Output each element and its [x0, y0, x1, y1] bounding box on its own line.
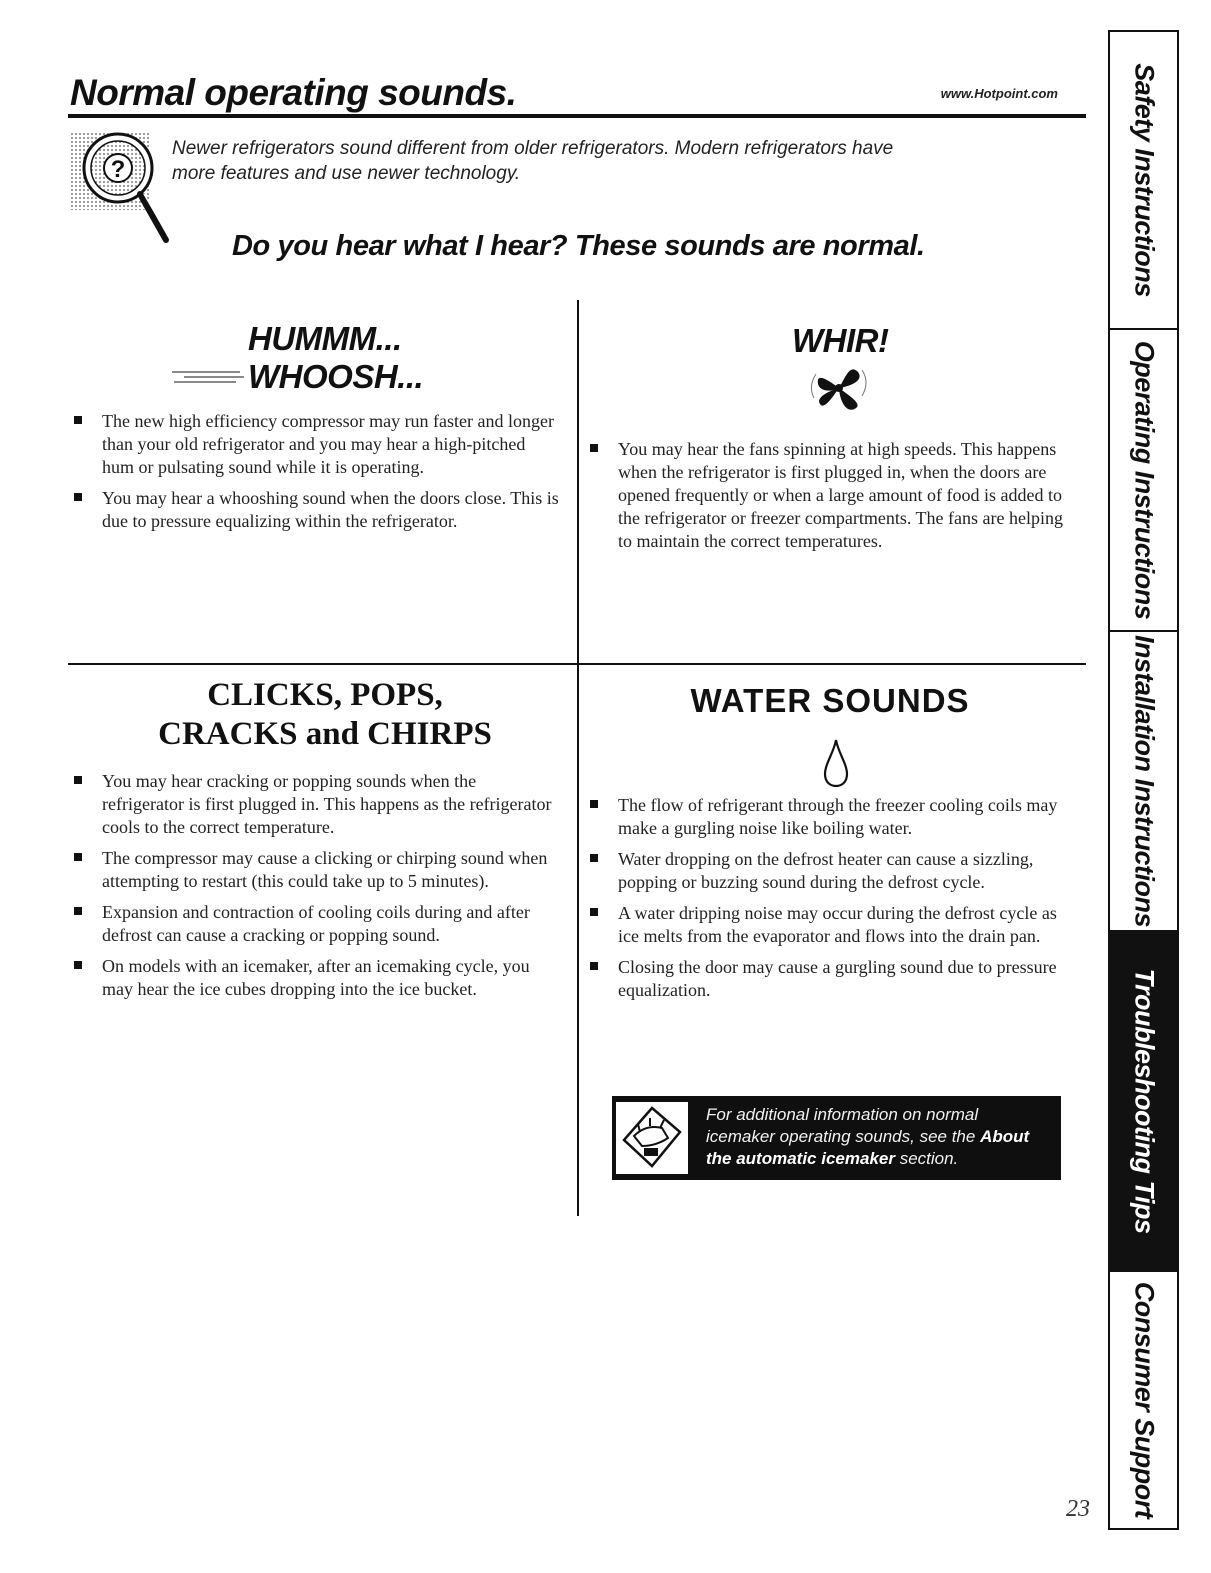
- whir-heading: WHIR!: [792, 322, 889, 359]
- section-tabs: [1108, 30, 1179, 1530]
- tab-safety-instructions[interactable]: [1110, 32, 1177, 330]
- icemaker-section-link[interactable]: About the automatic icemaker: [706, 1127, 1030, 1168]
- bullet-icon: [590, 908, 598, 916]
- intro-text: Newer refrigerators sound different from older refrigerators. Modern refrigerators have more features and use newer technology.: [172, 138, 894, 184]
- list-item-text: You may hear the fans spinning at high speeds. This happens when the refrigerator is first plugged in, when the doors are opened frequently or when a large amount of food is added to the refrigerator or freezer compartments. The fans are helping to maintain the correct temperatures.: [618, 439, 1063, 551]
- bullet-icon: [74, 416, 82, 424]
- list-item: [586, 848, 1076, 894]
- list-item-text: The new high efficiency compressor may run faster and longer than your old refrigerator and you may hear a high-pitched hum or pulsating sound while it is operating.: [102, 411, 555, 477]
- bullet-icon: [74, 776, 82, 784]
- list-item: [70, 770, 560, 839]
- tab-operating-instructions[interactable]: [1110, 330, 1177, 632]
- list-item-text: The compressor may cause a clicking or chirping sound when attempting to restart (this could take up to 5 minutes).: [102, 848, 548, 891]
- page-number: 23: [1066, 1496, 1090, 1522]
- clicks-heading-line1: CLICKS, POPS,: [207, 677, 443, 713]
- list-item: [70, 487, 560, 533]
- hum-heading: HUMMM...: [248, 320, 402, 357]
- list-item: [70, 847, 560, 893]
- tab-consumer-support[interactable]: [1110, 1272, 1177, 1528]
- whir-list: [586, 438, 1076, 553]
- tab-label: Installation Instructions: [1129, 634, 1159, 928]
- list-item-text: On models with an icemaker, after an icemaking cycle, you may hear the ice cubes dropping into the ice bucket.: [102, 956, 530, 999]
- bullet-icon: [590, 962, 598, 970]
- bullet-icon: [590, 444, 598, 452]
- tab-troubleshooting-tips[interactable]: [1110, 932, 1177, 1272]
- note-text-prefix: For additional information on normal icemaker operating sounds, see the: [706, 1105, 979, 1146]
- bullet-icon: [590, 800, 598, 808]
- bullet-icon: [74, 907, 82, 915]
- note-text-suffix: section.: [894, 1149, 959, 1168]
- bullet-icon: [74, 961, 82, 969]
- list-item-text: Water dropping on the defrost heater can cause a sizzling, popping or buzzing sound during the defrost cycle.: [618, 849, 1034, 892]
- whoosh-heading: WHOOSH...: [248, 358, 424, 395]
- water-list: [586, 794, 1076, 1002]
- list-item-text: Closing the door may cause a gurgling sound due to pressure equalization.: [618, 957, 1057, 1000]
- clicks-heading-line2: CRACKS and CHIRPS: [158, 716, 492, 752]
- list-item-text: You may hear cracking or popping sounds when the refrigerator is first plugged in. This happens as the refrigerator cools to the correct temperature.: [102, 771, 552, 837]
- note-text: [706, 1104, 1051, 1170]
- list-item: [586, 794, 1076, 840]
- icemaker-note: [612, 1096, 1061, 1180]
- website-link[interactable]: www.Hotpoint.com: [940, 86, 1058, 101]
- list-item: [70, 410, 560, 479]
- clicks-list-container: [70, 770, 560, 1009]
- tab-label: Safety Instructions: [1129, 63, 1159, 297]
- bullet-icon: [590, 854, 598, 862]
- clicks-list: [70, 770, 560, 1001]
- page-title: Normal operating sounds.: [70, 72, 517, 113]
- list-item-text: You may hear a whooshing sound when the doors close. This is due to pressure equalizing within the refrigerator.: [102, 488, 559, 531]
- icemaker-icon: [616, 1102, 688, 1174]
- tab-label: Consumer Support: [1129, 1281, 1159, 1519]
- list-item: [70, 901, 560, 947]
- svg-text:?: ?: [110, 156, 126, 183]
- list-item: [586, 956, 1076, 1002]
- list-item: [586, 902, 1076, 948]
- row-divider: [68, 663, 1086, 665]
- tab-label: Operating Instructions: [1129, 340, 1159, 620]
- whoosh-lines-icon: [170, 366, 250, 386]
- list-item-text: The flow of refrigerant through the freezer cooling coils may make a gurgling noise like boiling water.: [618, 795, 1058, 838]
- list-item: [586, 438, 1076, 553]
- header-rule: [68, 114, 1086, 118]
- magnifier-question-icon: [70, 128, 180, 248]
- hum-list-container: [70, 410, 560, 541]
- water-heading: WATER SOUNDS: [690, 682, 970, 719]
- hum-list: [70, 410, 560, 533]
- whir-list-container: [586, 438, 1076, 561]
- bullet-icon: [74, 853, 82, 861]
- list-item: [70, 955, 560, 1001]
- bullet-icon: [74, 493, 82, 501]
- water-drop-icon: [822, 738, 850, 788]
- section-subheading: Do you hear what I hear? These sounds are normal.: [232, 230, 925, 262]
- tab-label: Troubleshooting Tips: [1129, 968, 1159, 1234]
- list-item-text: Expansion and contraction of cooling coils during and after defrost can cause a cracking or popping sound.: [102, 902, 530, 945]
- tab-installation-instructions[interactable]: [1110, 632, 1177, 932]
- fan-icon: [806, 362, 872, 414]
- clicks-heading: [70, 676, 580, 754]
- list-item-text: A water dripping noise may occur during the defrost cycle as ice melts from the evaporator and flows into the drain pan.: [618, 903, 1057, 946]
- water-list-container: [586, 794, 1076, 1010]
- column-divider: [577, 300, 579, 1216]
